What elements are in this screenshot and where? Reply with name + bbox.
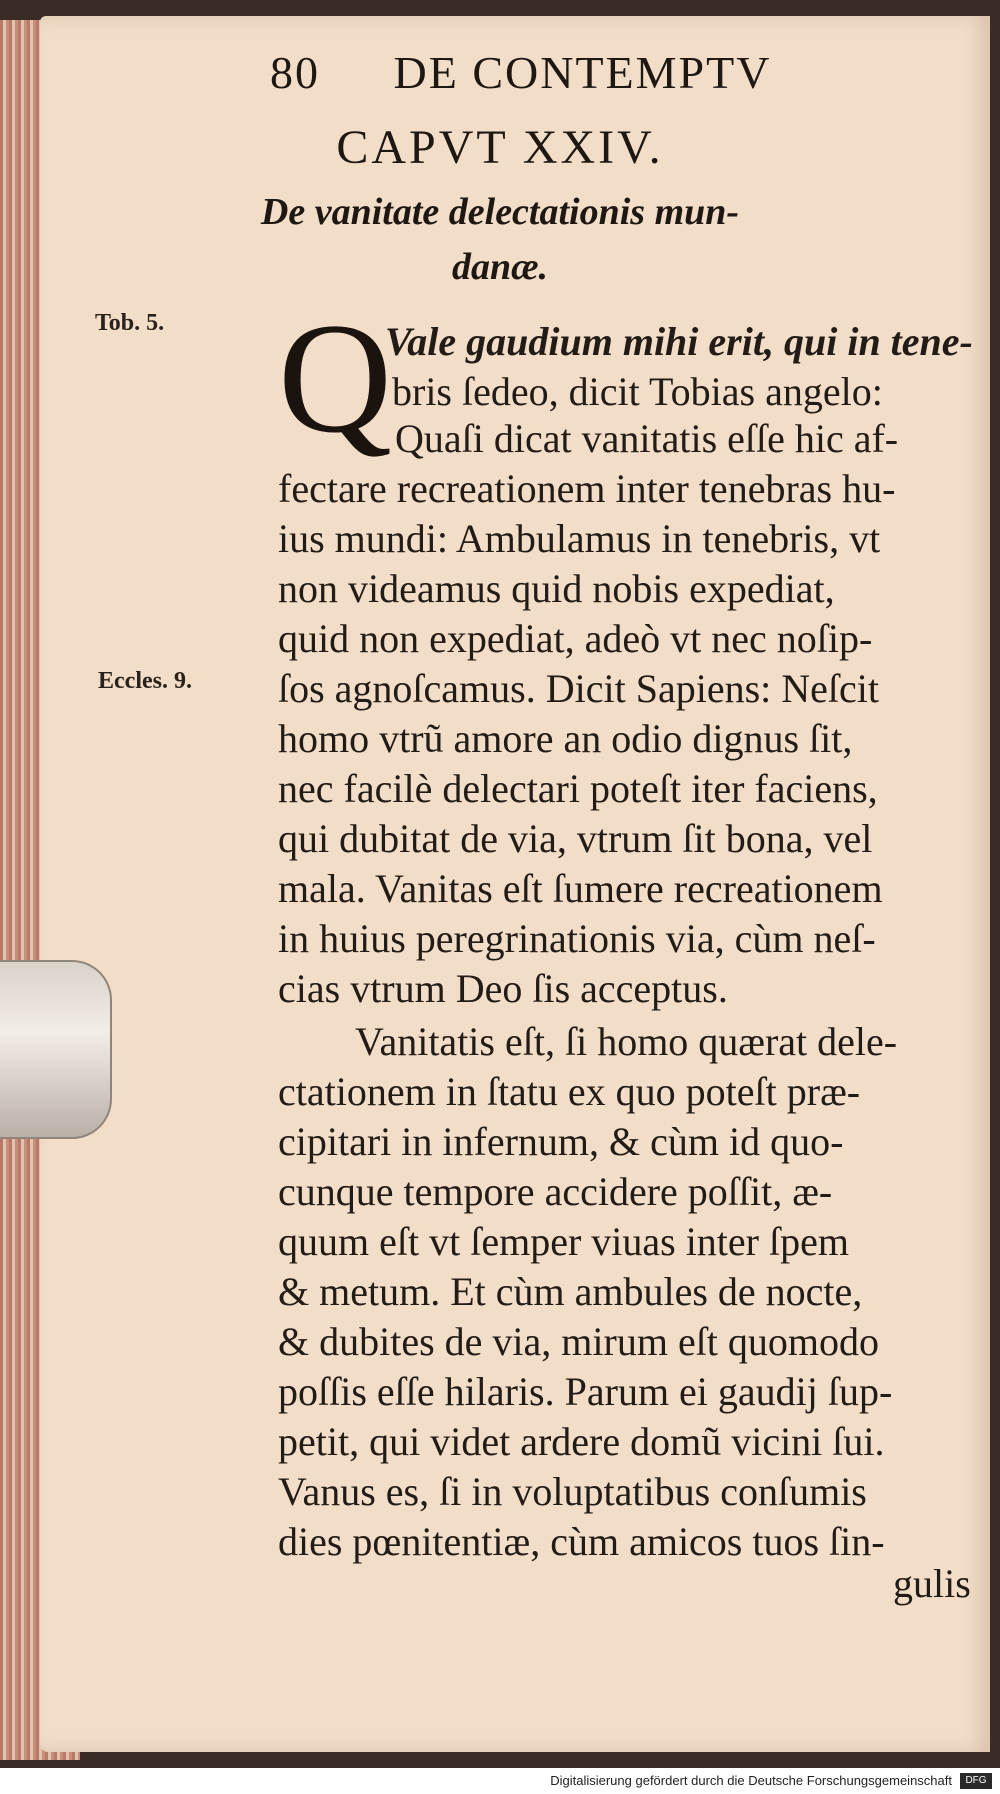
text-line: non videamus quid nobis expediat, [278, 566, 835, 611]
text-line: poſſis eſſe hilaris. Parum ei gaudij ſup- [278, 1369, 893, 1414]
running-title: DE CONTEMPTV [393, 47, 772, 98]
text-line: qui dubitat de via, vtrum ſit bona, vel [278, 816, 873, 861]
chapter-title: CAPVT XXIV. [336, 121, 664, 174]
text-line: homo vtrũ amore an odio dignus ſit, [278, 716, 853, 761]
text-line: Vale gaudium mihi erit, qui in tene- [385, 319, 973, 364]
chapter-subtitle-line-1: De vanitate delectationis mun- [260, 191, 740, 233]
margin-note-ecclesiastes: Eccles. 9. [98, 668, 192, 694]
chapter-subtitle-line-2: danæ. [451, 246, 549, 288]
text-line: bris ſedeo, dicit Tobias angelo: [392, 369, 883, 414]
drop-cap: Q [278, 291, 393, 466]
text-line: Vanitatis eſt, ſi homo quærat dele- [355, 1019, 898, 1064]
text-line: fectare recreationem inter tenebras hu- [278, 466, 896, 511]
text-line: & dubites de via, mirum eſt quomodo [278, 1319, 880, 1364]
text-line: ſos agnoſcamus. Dicit Sapiens: Neſcit [278, 666, 879, 711]
margin-note-tobias: Tob. 5. [95, 310, 165, 336]
text-line: & metum. Et cùm ambules de nocte, [278, 1269, 863, 1314]
text-line: nec facilè delectari poteſt iter faciens, [278, 766, 878, 811]
text-line: cias vtrum Deo ſis acceptus. [278, 966, 728, 1011]
text-line: cunque tempore accidere poſſit, æ- [278, 1169, 833, 1214]
text-line: Quaſi dicat vanitatis eſſe hic af- [395, 416, 899, 461]
text-line: Vanus es, ſi in voluptatibus conſumis [278, 1469, 867, 1514]
text-line: mala. Vanitas eſt ſumere recreationem [278, 866, 883, 911]
catchword: gulis [893, 1561, 971, 1606]
footer-credit: Digitalisierung gefördert durch die Deutsche Forschungsgemeinschaft [550, 1773, 952, 1788]
book-clasp [0, 960, 112, 1139]
text-line: dies pœnitentiæ, cùm amicos tuos ſin- [278, 1519, 885, 1564]
page-number: 80 [270, 47, 320, 98]
dfg-logo: DFG [960, 1773, 992, 1789]
text-line: quum eſt vt ſemper viuas inter ſpem [278, 1219, 849, 1264]
text-line: petit, qui videt ardere domũ vicini ſui. [278, 1419, 885, 1464]
text-line: ctationem in ſtatu ex quo poteſt præ- [278, 1069, 861, 1114]
text-line: ius mundi: Ambulamus in tenebris, vt [278, 516, 881, 561]
running-header [270, 46, 771, 99]
text-line: cipitari in infernum, & cùm id quo- [278, 1119, 844, 1164]
text-line: in huius peregrinationis via, cùm neſ- [278, 916, 876, 961]
footer-bar [0, 1768, 1000, 1794]
text-line: quid non expediat, adeò vt nec noſip- [278, 616, 873, 661]
